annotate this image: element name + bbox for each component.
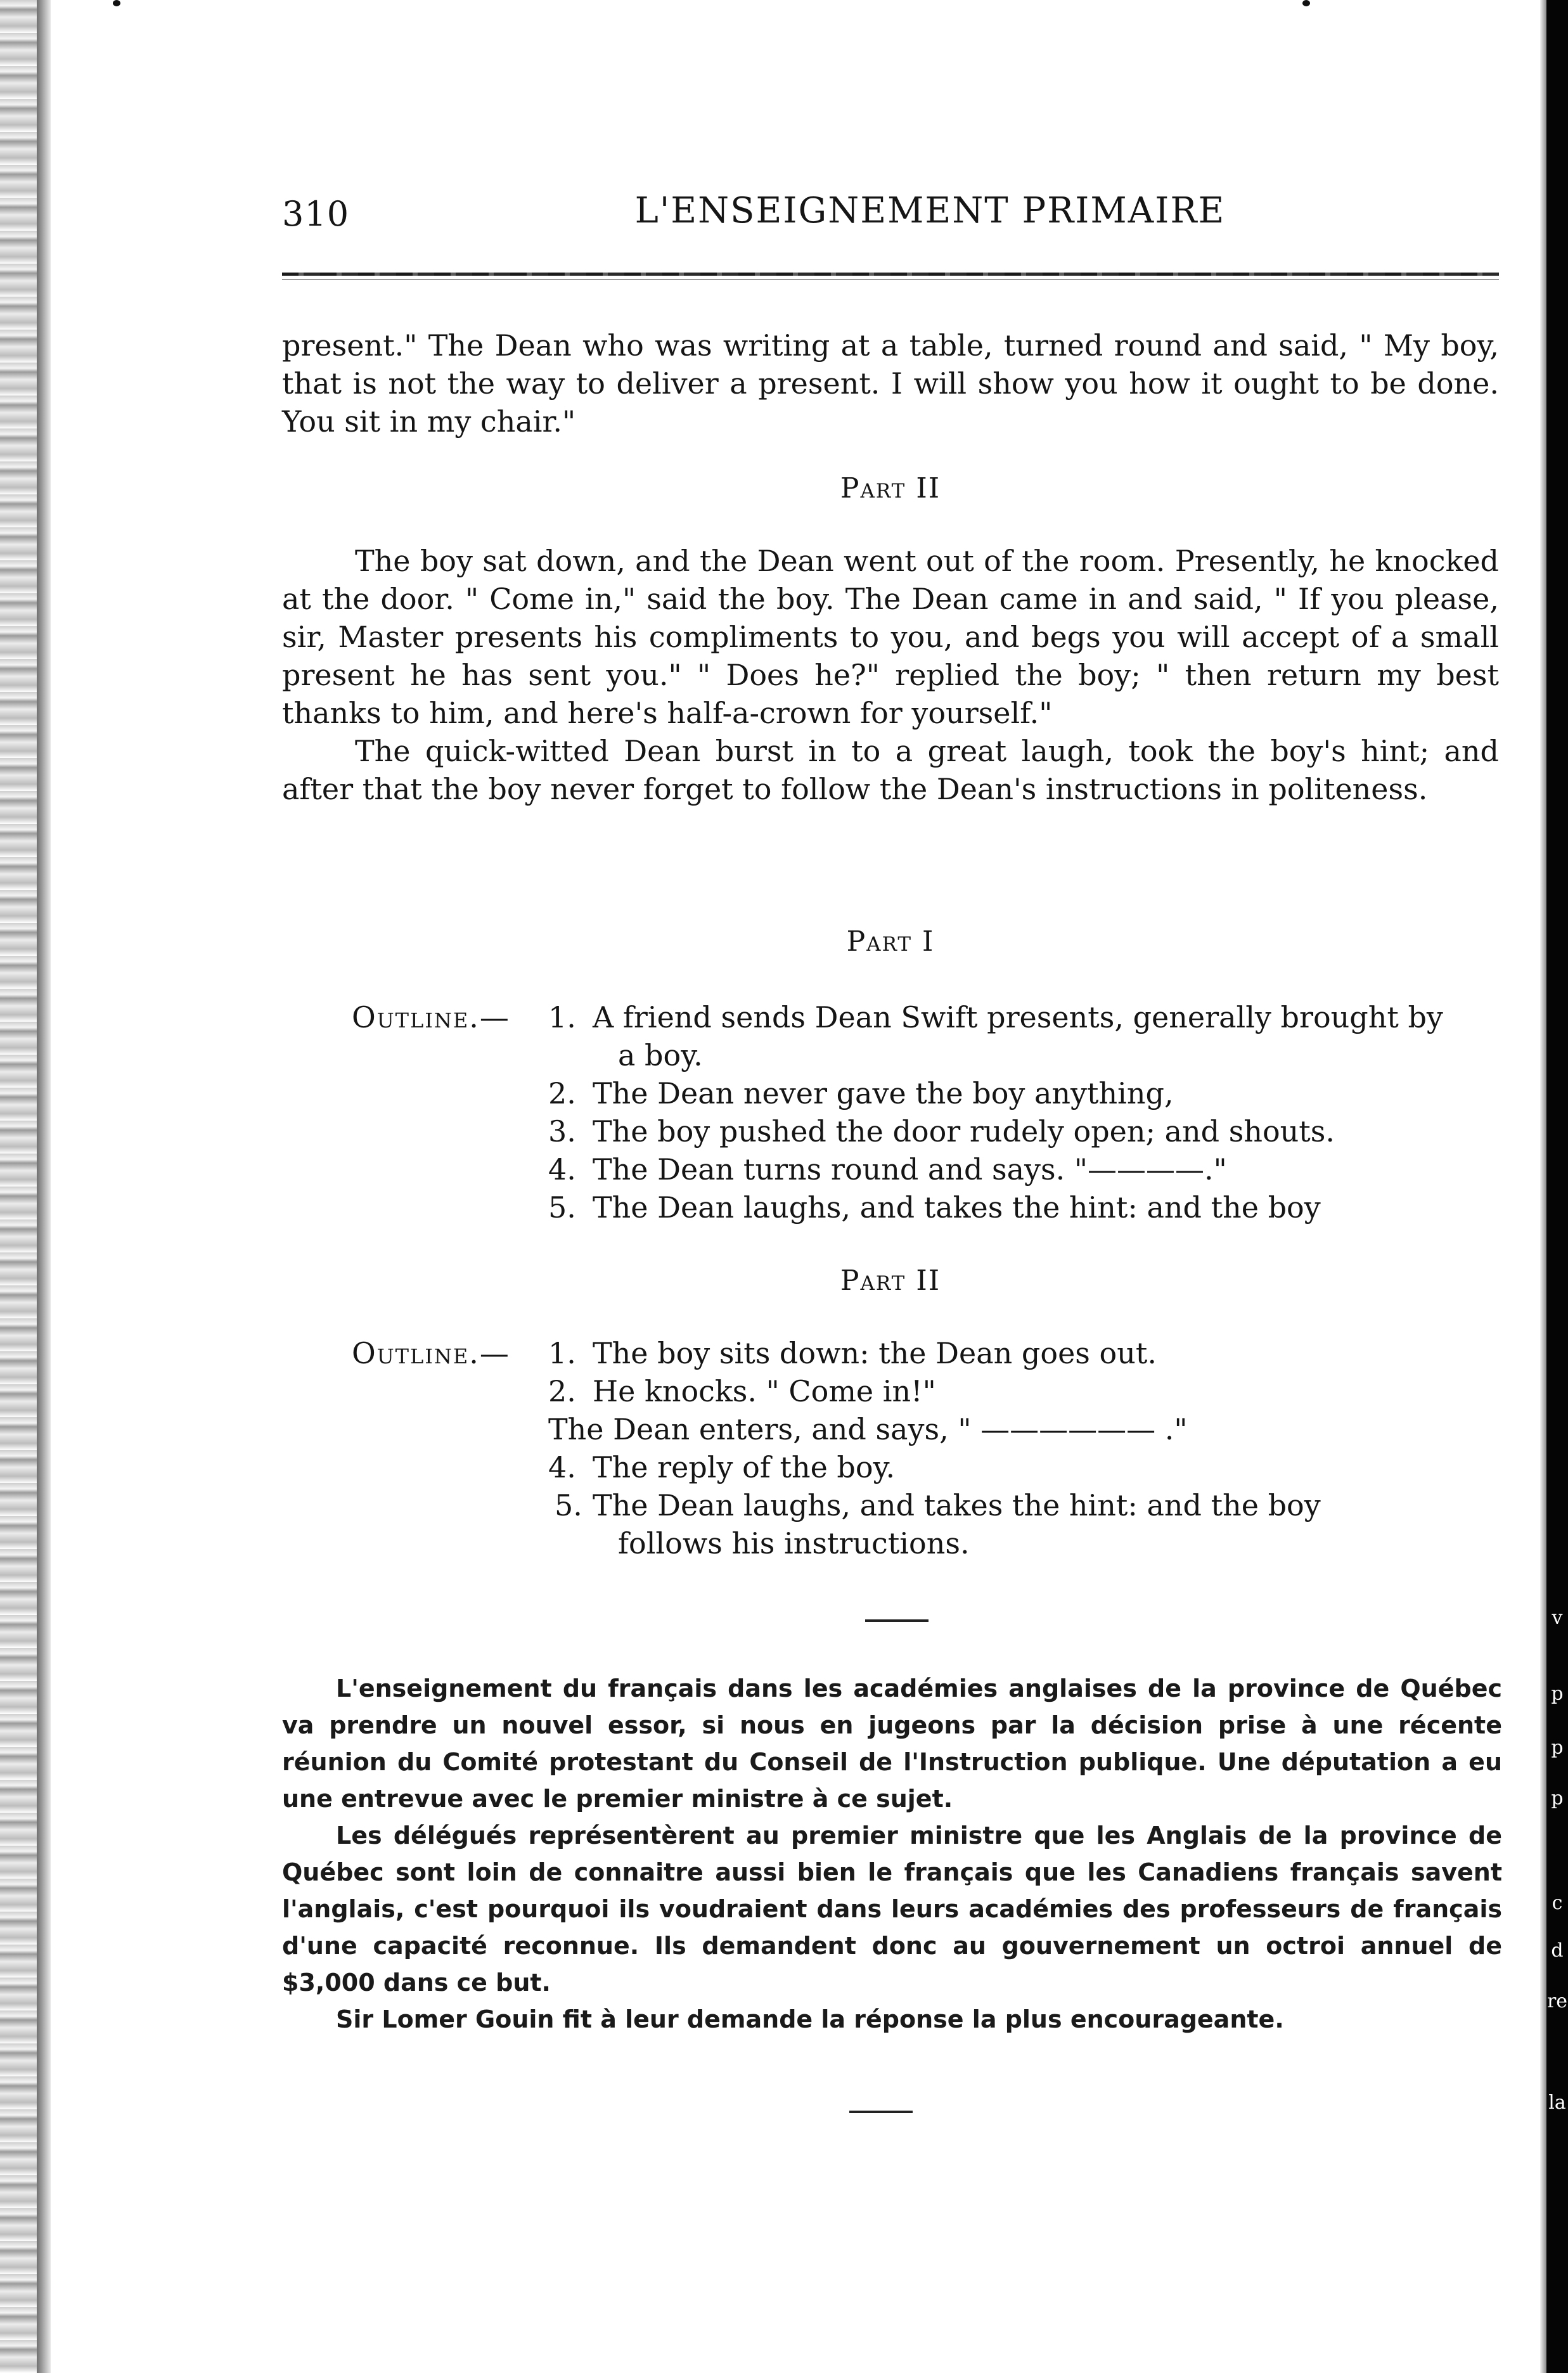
margin-fragment: p xyxy=(1551,1737,1564,1759)
paragraph: present." The Dean who was writing at a table, turned round and said, " My boy, that is not the way to deliver a present. I will show you how it ought to be done. You sit in my chair." xyxy=(282,328,1499,439)
margin-fragment: la xyxy=(1548,2092,1566,2114)
header-rule xyxy=(282,273,1499,276)
outline-text: The boy sits down: the Dean goes out. xyxy=(593,1336,1157,1370)
paragraph: Les délégués représentèrent au premier ministre que les Anglais de la province de Québec sont loin de connaitre aussi bien le français que les Canadiens français savent l'anglais, c'est pourquoi ils voudraient dans leurs académies des professeurs de français d'une capacité reconnue. Ils demandent donc au gouvernement un octroi annuel de $3,000 dans ce but. xyxy=(282,1822,1502,1997)
margin-fragment: re xyxy=(1546,1990,1568,2012)
outline-item xyxy=(352,1334,1499,1372)
header-rule-thin xyxy=(282,279,1499,280)
outline-number: 5. xyxy=(555,1488,582,1522)
outline-item xyxy=(352,1486,1499,1524)
outline-item xyxy=(352,1410,1499,1448)
outline-heading-part-1: Part I xyxy=(846,925,935,958)
paragraph: The quick-witted Dean burst in to a great laugh, took the boy's hint; and after that the boy never forget to follow the Dean's instructions in politeness. xyxy=(282,734,1499,806)
outline-part-1 xyxy=(352,998,1499,1226)
page-number: 310 xyxy=(282,194,350,234)
outline-text: a boy. xyxy=(618,1038,703,1072)
outline-item xyxy=(352,1150,1499,1188)
margin-fragment: c xyxy=(1552,1892,1563,1914)
outline-number: 2. xyxy=(548,1374,576,1408)
outline-label: Outline.— xyxy=(352,1000,510,1034)
outline-text: A friend sends Dean Swift presents, generally brought by xyxy=(593,1000,1443,1034)
outline-text: The Dean never gave the boy anything, xyxy=(593,1076,1174,1110)
outline-text: The Dean laughs, and takes the hint: and the boy xyxy=(593,1488,1321,1522)
outline-part-2 xyxy=(352,1334,1499,1562)
outline-item-continuation xyxy=(352,1524,1499,1562)
page-header xyxy=(282,190,1502,247)
outline-item xyxy=(352,1372,1499,1410)
outline-heading-part-2: Part II xyxy=(840,1264,941,1297)
continuation-paragraph xyxy=(282,326,1499,441)
running-title: L'ENSEIGNEMENT PRIMAIRE xyxy=(634,190,1226,231)
outline-item-continuation xyxy=(352,1036,1499,1074)
outline-number: 3. xyxy=(548,1114,576,1148)
outline-text: The Dean laughs, and takes the hint: and the boy xyxy=(593,1190,1321,1225)
news-item xyxy=(282,1670,1502,2038)
outline-number: 2. xyxy=(548,1076,576,1110)
outline-item xyxy=(352,1074,1499,1112)
section-divider xyxy=(865,1619,929,1622)
margin-fragment: d xyxy=(1551,1939,1564,1962)
outline-text: The reply of the boy. xyxy=(593,1450,896,1484)
outline-number: 4. xyxy=(548,1450,576,1484)
margin-fragment: p xyxy=(1551,1787,1564,1810)
outline-number: 4. xyxy=(548,1152,576,1186)
outline-item xyxy=(352,998,1499,1036)
paragraph: The boy sat down, and the Dean went out of the room. Presently, he knocked at the door. " Come in," said the boy. The Dean came in and said, " If you please, sir, Master presents his compliments to you, and begs you will accept of a small present he has sent you." " Does he?" replied the boy; " then return my best thanks to him, and here's half-a-crown for yourself." xyxy=(282,544,1499,730)
paragraph: L'enseignement du français dans les académies anglaises de la province de Québec va prendre un nouvel essor, si nous en jugeons par la décision prise à une récente réunion du Comité protestant du Conseil de l'Instruction publique. Une députation a eu une entrevue avec le premier ministre à ce sujet. xyxy=(282,1675,1502,1813)
section-heading-part-2: Part II xyxy=(840,472,941,505)
outline-number: 1. xyxy=(548,1000,576,1034)
outline-label: Outline.— xyxy=(352,1336,510,1370)
outline-text: The Dean enters, and says, " —————— ." xyxy=(548,1412,1188,1446)
outline-item xyxy=(352,1112,1499,1150)
margin-fragment: v xyxy=(1552,1607,1563,1629)
outline-text: He knocks. " Come in!" xyxy=(593,1374,936,1408)
outline-text: follows his instructions. xyxy=(618,1526,970,1560)
section-divider xyxy=(849,2111,913,2113)
outline-number: 5. xyxy=(548,1190,576,1225)
paragraph: Sir Lomer Gouin fit à leur demande la réponse la plus encourageante. xyxy=(336,2005,1284,2033)
margin-fragment: p xyxy=(1551,1683,1564,1705)
outline-number: 1. xyxy=(548,1336,576,1370)
outline-item xyxy=(352,1188,1499,1226)
part2-story xyxy=(282,542,1499,808)
outline-item xyxy=(352,1448,1499,1486)
outline-text: The boy pushed the door rudely open; and shouts. xyxy=(593,1114,1335,1148)
outline-text: The Dean turns round and says. "————." xyxy=(593,1152,1227,1186)
